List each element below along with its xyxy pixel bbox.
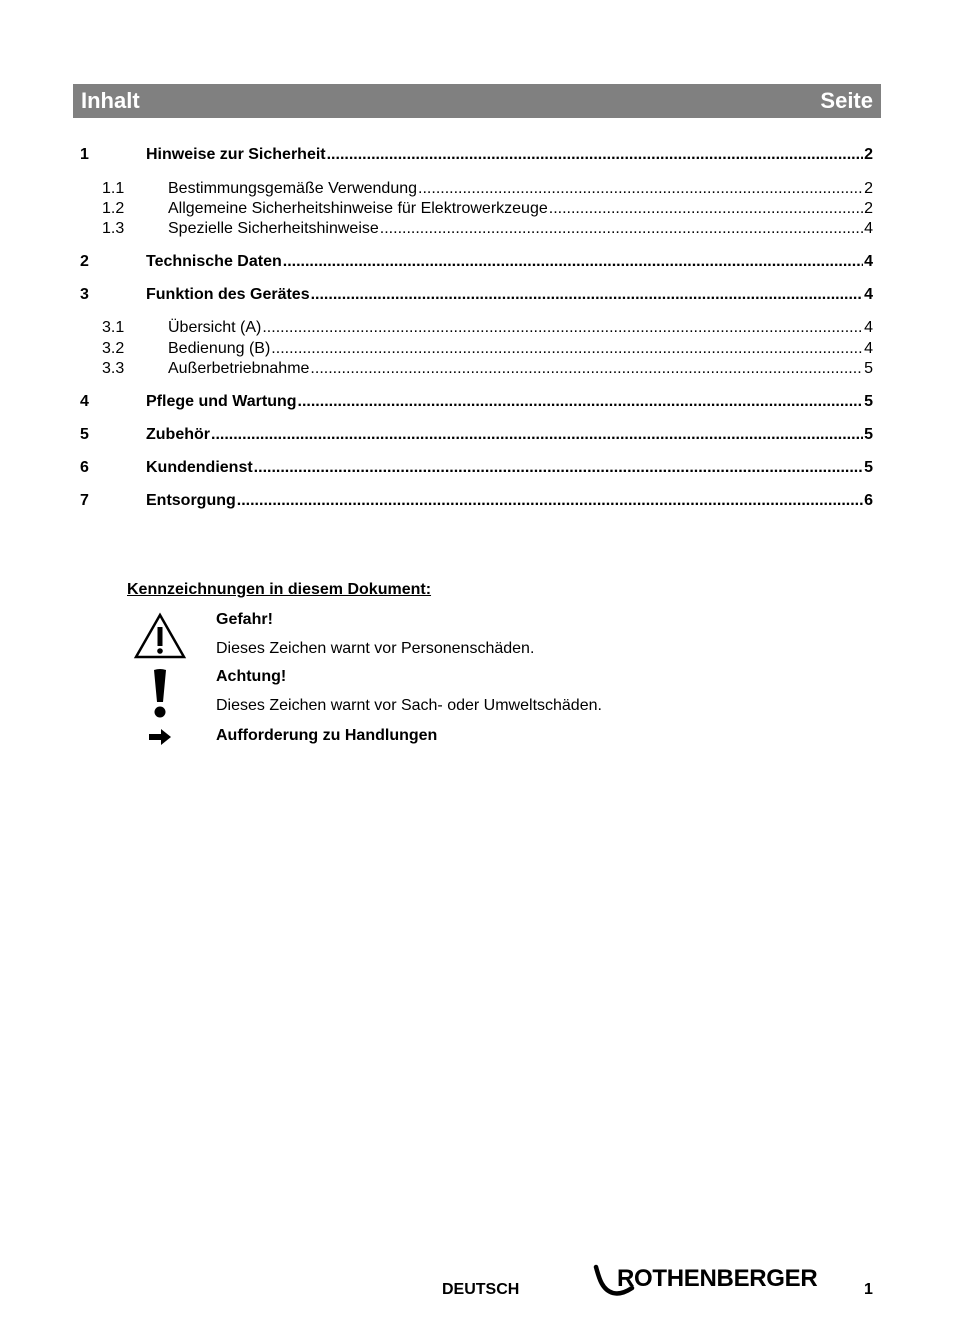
toc-number: 1.3 bbox=[102, 220, 125, 237]
toc-leader bbox=[418, 179, 863, 199]
toc-number: 6 bbox=[80, 459, 89, 476]
toc-number: 3 bbox=[80, 286, 89, 303]
toc-number: 7 bbox=[80, 492, 89, 509]
toc-page: 2 bbox=[864, 200, 873, 217]
exclamation-icon bbox=[150, 668, 170, 720]
toc-page: 6 bbox=[864, 492, 873, 509]
rothenberger-logo bbox=[593, 1264, 829, 1298]
toc-page: 5 bbox=[864, 426, 873, 443]
toc-number: 2 bbox=[80, 253, 89, 270]
toc-number: 3.1 bbox=[102, 319, 125, 336]
toc-title: Übersicht (A) bbox=[168, 319, 262, 336]
danger-text: Dieses Zeichen warnt vor Personenschäden. bbox=[216, 640, 535, 657]
arrow-right-icon bbox=[148, 727, 172, 747]
toc-title: Bedienung (B) bbox=[168, 340, 271, 357]
caution-title: Achtung! bbox=[216, 668, 287, 685]
action-title: Aufforderung zu Handlungen bbox=[216, 727, 438, 744]
toc-number: 5 bbox=[80, 426, 89, 443]
toc-title: Funktion des Gerätes bbox=[146, 286, 310, 303]
toc-page: 5 bbox=[864, 393, 873, 410]
toc-entry[interactable] bbox=[80, 339, 873, 359]
toc-number: 3.3 bbox=[102, 360, 125, 377]
danger-title: Gefahr! bbox=[216, 611, 273, 628]
toc-title: Außerbetriebnahme bbox=[168, 360, 310, 377]
toc-title: Hinweise zur Sicherheit bbox=[146, 146, 326, 163]
toc-leader bbox=[254, 458, 863, 478]
footer-page-number: 1 bbox=[864, 1281, 873, 1298]
toc-entry[interactable] bbox=[80, 285, 873, 305]
toc-leader bbox=[310, 359, 863, 379]
footer-language: DEUTSCH bbox=[442, 1281, 520, 1298]
toc-title: Bestimmungsgemäße Verwendung bbox=[168, 180, 418, 197]
toc-number: 1 bbox=[80, 146, 89, 163]
toc-page: 4 bbox=[864, 340, 873, 357]
toc-title: Entsorgung bbox=[146, 492, 236, 509]
toc-entry[interactable] bbox=[80, 199, 873, 219]
toc-entry[interactable] bbox=[80, 359, 873, 379]
legend-title: Kennzeichnungen in diesem Dokument: bbox=[127, 581, 432, 598]
toc-leader bbox=[237, 491, 863, 511]
toc-entry[interactable] bbox=[80, 392, 873, 412]
toc-title: Technische Daten bbox=[146, 253, 282, 270]
toc-title: Spezielle Sicherheitshinweise bbox=[168, 220, 379, 237]
header-title: Inhalt bbox=[81, 88, 140, 113]
toc-entry[interactable] bbox=[80, 458, 873, 478]
toc-entry[interactable] bbox=[80, 491, 873, 511]
toc-header bbox=[73, 84, 881, 118]
toc-entry[interactable] bbox=[80, 145, 873, 165]
toc-page: 4 bbox=[864, 220, 873, 237]
header-page-label: Seite bbox=[820, 88, 873, 113]
toc-number: 3.2 bbox=[102, 340, 125, 357]
toc-leader bbox=[211, 425, 863, 445]
toc-page: 4 bbox=[864, 286, 873, 303]
toc-entry[interactable] bbox=[80, 318, 873, 338]
toc-leader bbox=[283, 252, 863, 272]
toc-title: Pflege und Wartung bbox=[146, 393, 297, 410]
toc-entry[interactable] bbox=[80, 252, 873, 272]
logo-text: ROTHENBERGER bbox=[617, 1265, 818, 1292]
toc-page: 5 bbox=[864, 459, 873, 476]
toc-number: 1.2 bbox=[102, 200, 125, 217]
toc-page: 4 bbox=[864, 319, 873, 336]
toc-number: 4 bbox=[80, 393, 89, 410]
warning-triangle-icon bbox=[133, 612, 187, 660]
toc-leader bbox=[298, 392, 864, 412]
toc-page: 4 bbox=[864, 253, 873, 270]
toc-entry[interactable] bbox=[80, 219, 873, 239]
caution-text: Dieses Zeichen warnt vor Sach- oder Umweltschäden. bbox=[216, 697, 602, 714]
toc-page: 2 bbox=[864, 180, 873, 197]
toc-leader bbox=[327, 145, 863, 165]
toc-page: 2 bbox=[864, 146, 873, 163]
toc-title: Allgemeine Sicherheitshinweise für Elektrowerkzeuge bbox=[168, 200, 548, 217]
toc-leader bbox=[380, 219, 863, 239]
toc-title: Kundendienst bbox=[146, 459, 253, 476]
toc-leader bbox=[311, 285, 864, 305]
toc-leader bbox=[271, 339, 863, 359]
toc-title: Zubehör bbox=[146, 426, 210, 443]
toc-page: 5 bbox=[864, 360, 873, 377]
toc-leader bbox=[549, 199, 863, 219]
toc-entry[interactable] bbox=[80, 425, 873, 445]
toc-leader bbox=[262, 318, 863, 338]
toc-entry[interactable] bbox=[80, 179, 873, 199]
toc-number: 1.1 bbox=[102, 180, 125, 197]
